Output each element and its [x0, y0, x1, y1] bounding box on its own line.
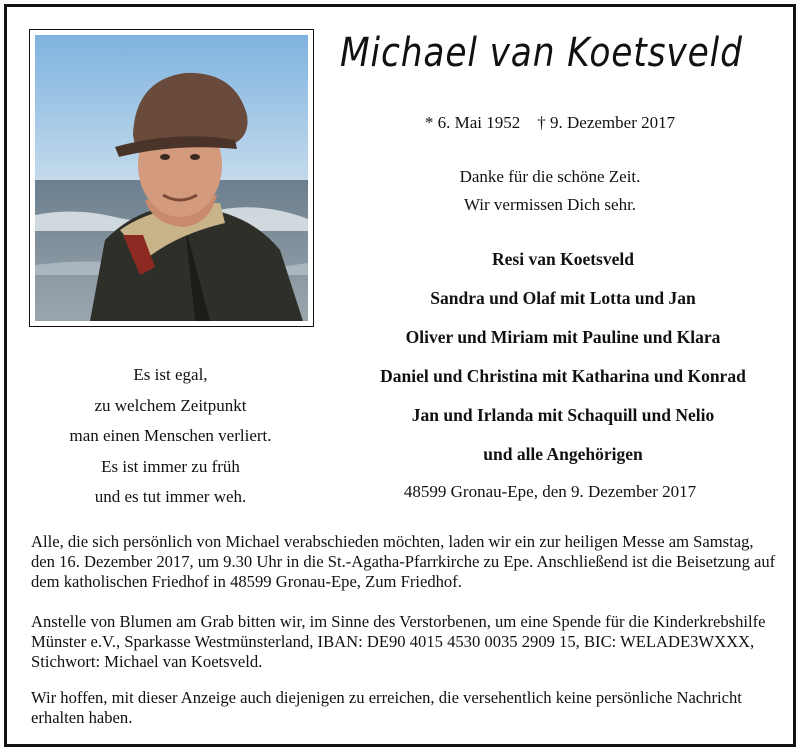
- place-date: 48599 Gronau-Epe, den 9. Dezember 2017: [403, 482, 697, 501]
- portrait-image: [35, 35, 308, 321]
- family-line: Daniel und Christina mit Katharina und Konrad: [380, 366, 746, 386]
- motto: [400, 163, 700, 219]
- poem-line: Es ist immer zu früh: [101, 456, 240, 476]
- poem-line: und es tut immer weh.: [94, 487, 247, 506]
- deceased-name: Michael van Koetsveld: [340, 30, 743, 76]
- motto-line: Wir vermissen Dich sehr.: [463, 195, 637, 214]
- poem-line: man einen Menschen verliert.: [69, 426, 272, 445]
- motto-line: Danke für die schöne Zeit.: [459, 167, 641, 186]
- family-line: Sandra und Olaf mit Lotta und Jan: [430, 288, 696, 308]
- life-dates: * 6. Mai 1952 † 9. Dezember 2017: [424, 113, 676, 132]
- family-line: und alle Angehörigen: [483, 444, 643, 464]
- poem-line: zu welchem Zeitpunkt: [94, 395, 247, 415]
- notice-paragraph: Wir hoffen, mit dieser Anzeige auch diejenigen zu erreichen, die versehentlich keine persönliche Nachricht erhalten haben.: [31, 688, 742, 727]
- family-line: Jan und Irlanda mit Schaquill und Nelio: [411, 405, 715, 425]
- family-line: Oliver und Miriam mit Pauline und Klara: [405, 327, 721, 347]
- donation-paragraph: Anstelle von Blumen am Grab bitten wir, im Sinne des Verstorbenen, um eine Spende für die Kinderkrebshilfe Münster e.V., Sparkasse Westmünsterland, IBAN: DE90 4015 4530 0035 2909 15, BIC: WELADE3WXXX, Stichwort: Michael van Koetsveld.: [31, 612, 766, 671]
- funeral-info-paragraph: Alle, die sich persönlich von Michael verabschieden möchten, laden wir ein zur heiligen Messe am Samstag, den 16. Dezember 2017, um 9.30 Uhr in die St.-Agatha-Pfarrkirche zu Epe. Anschließend ist die Beisetzung auf dem katholischen Friedhof in 48599 Gronau-Epe, Zum Friedhof.: [31, 532, 776, 591]
- family-list: [328, 240, 798, 474]
- poem: [29, 360, 312, 513]
- portrait-photo: [29, 29, 314, 327]
- family-line: Resi van Koetsveld: [492, 249, 634, 269]
- poem-line: Es ist egal,: [133, 365, 208, 384]
